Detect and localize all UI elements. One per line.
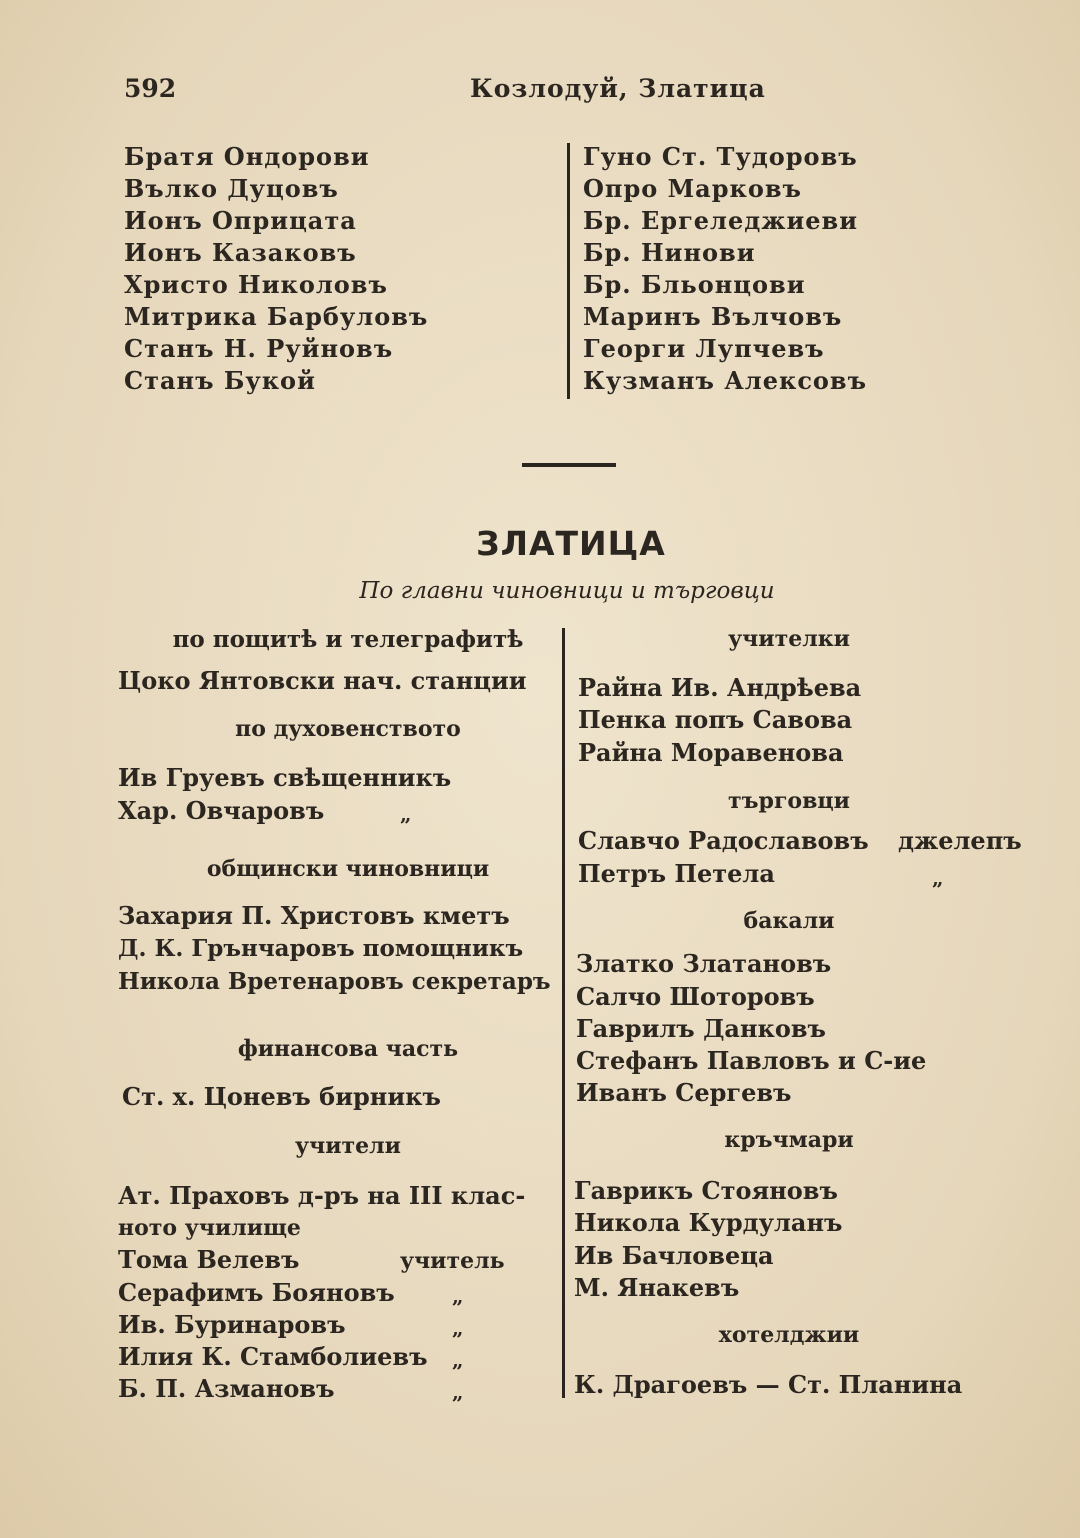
list-item: Серафимъ Бояновъ xyxy=(118,1278,395,1307)
list-item: Маринъ Вълчовъ xyxy=(583,302,843,331)
ditto-mark: „ xyxy=(452,1380,464,1404)
list-item: Кузманъ Алексовъ xyxy=(583,366,868,395)
list-item: Ионъ Оприцата xyxy=(124,206,357,235)
teacher-role: учитель xyxy=(400,1248,505,1274)
heading-municipal: общински чиновници xyxy=(206,856,490,882)
list-item: Ив Груевъ свѣщенникъ xyxy=(118,763,452,792)
list-item: Вълко Дуцовъ xyxy=(124,174,339,203)
heading-hoteliers: хотелджии xyxy=(718,1322,860,1348)
list-item: Митрика Барбуловъ xyxy=(124,302,429,331)
list-item: Райна Ив. Андрѣева xyxy=(578,673,862,702)
list-item: Гаврикъ Стояновъ xyxy=(574,1176,838,1205)
section-subtitle: По главни чиновници и търговци xyxy=(359,578,775,604)
list-item: Хар. Овчаровъ xyxy=(118,796,325,825)
section-divider xyxy=(522,463,616,467)
list-item: Станъ Букой xyxy=(124,366,316,395)
ditto-mark: „ xyxy=(452,1348,464,1372)
list-item: ното училище xyxy=(118,1215,301,1241)
heading-merchants: търговци xyxy=(728,788,850,814)
heading-clergy: по духовенството xyxy=(235,716,461,742)
list-item: Д. К. Грънчаровъ помощникъ xyxy=(118,935,524,962)
merchant-role: джелепъ xyxy=(898,826,1022,855)
list-item: Бр. Бльонцови xyxy=(583,270,806,299)
list-item: Стефанъ Павловъ и С-ие xyxy=(576,1046,927,1075)
list-item: Илия К. Стамболиевъ xyxy=(118,1342,428,1371)
page-number: 592 xyxy=(124,74,177,103)
column-rule-bottom xyxy=(562,628,565,1398)
ditto-mark: „ xyxy=(452,1284,464,1308)
list-item: Братя Ондорови xyxy=(124,142,370,171)
finance-line: Ст. х. Цоневъ бирникъ xyxy=(122,1082,441,1111)
list-item: Пенка попъ Савова xyxy=(578,705,853,734)
kozloduy-left-column xyxy=(124,141,428,397)
list-item: Златко Златановъ xyxy=(576,949,832,978)
list-item: Б. П. Азмановъ xyxy=(118,1374,335,1403)
list-item: Никола Вретенаровъ секретаръ xyxy=(118,968,551,995)
heading-finance: финансова часть xyxy=(237,1036,459,1062)
list-item: Христо Николовъ xyxy=(124,270,388,299)
list-item: Ат. Праховъ д-ръ на III клас- xyxy=(118,1181,526,1210)
list-item: Захария П. Христовъ кметъ xyxy=(118,901,510,930)
list-item: Гаврилъ Данковъ xyxy=(576,1014,826,1043)
ditto-mark: „ xyxy=(932,866,944,890)
running-title: Козлодуй, Златица xyxy=(470,74,766,103)
list-item: Бр. Ергеледжиеви xyxy=(583,206,859,235)
list-item: Георги Лупчевъ xyxy=(583,334,825,363)
list-item: Гуно Ст. Тудоровъ xyxy=(583,142,858,171)
column-rule-top xyxy=(567,143,570,399)
list-item: Иванъ Сергевъ xyxy=(576,1078,792,1107)
hotelier-line: К. Драгоевъ — Ст. Планина xyxy=(574,1370,963,1399)
section-title: ЗЛАТИЦА xyxy=(476,524,666,563)
list-item: Тома Велевъ xyxy=(118,1245,300,1274)
heading-teachers: учители xyxy=(295,1133,401,1159)
heading-grocers: бакали xyxy=(743,908,835,934)
heading-innkeepers: кръчмари xyxy=(724,1127,854,1153)
list-item: Райна Моравенова xyxy=(578,738,844,767)
list-item: Петръ Петела xyxy=(578,859,775,888)
list-item: Опро Марковъ xyxy=(583,174,802,203)
ditto-mark: „ xyxy=(400,802,412,826)
list-item: Ив. Буринаровъ xyxy=(118,1310,346,1339)
list-item: Станъ Н. Руйновъ xyxy=(124,334,394,363)
list-item: Ионъ Казаковъ xyxy=(124,238,357,267)
post-line: Цоко Янтовски нач. станции xyxy=(118,666,527,695)
kozloduy-right-column xyxy=(583,141,867,397)
list-item: Никола Курдуланъ xyxy=(574,1208,843,1237)
list-item: Бр. Нинови xyxy=(583,238,756,267)
list-item: Салчо Шоторовъ xyxy=(576,982,815,1011)
heading-post: по пощитѣ и телеграфитѣ xyxy=(172,626,524,653)
heading-female-teachers: учителки xyxy=(728,626,850,652)
list-item: М. Янакевъ xyxy=(574,1273,740,1302)
list-item: Славчо Радославовъ xyxy=(578,826,869,855)
list-item: Ив Бачловеца xyxy=(574,1241,774,1270)
ditto-mark: „ xyxy=(452,1316,464,1340)
